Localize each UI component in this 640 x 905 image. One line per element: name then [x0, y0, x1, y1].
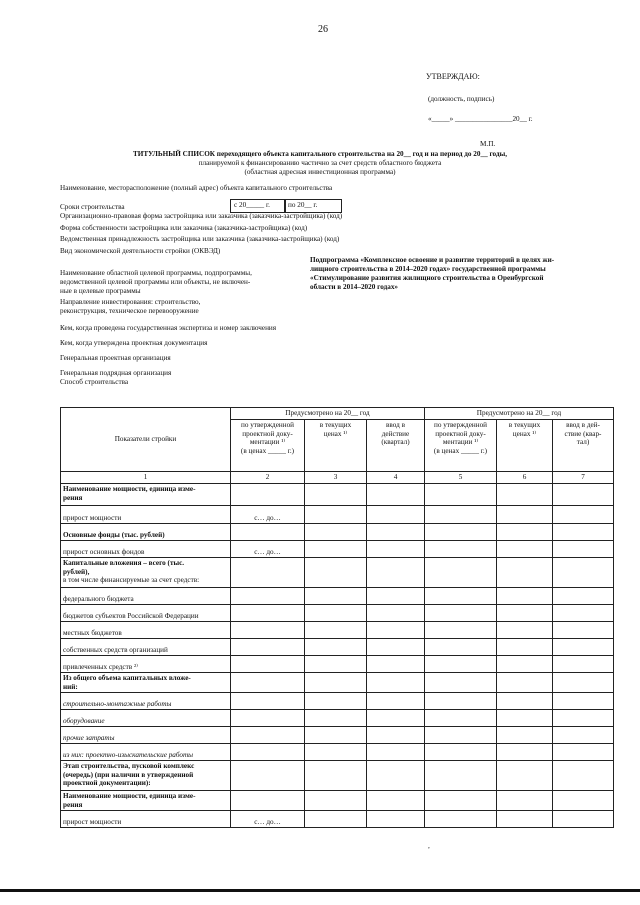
field-program-label-3: ные в целевые программы: [60, 287, 141, 295]
document-title: ТИТУЛЬНЫЙ СПИСОК переходящего объекта капитального строительства на 20__ год и на период до 20__ годы,: [133, 150, 507, 158]
range-cell: с… до…: [231, 506, 305, 524]
col-group-2: Предусмотрено на 20__ год: [425, 408, 614, 420]
field-investment-direction-2: реконструкция, техническое перевооружение: [60, 307, 199, 315]
program-value-1: Подпрограмма «Комплексное освоение и развитие территорий в целях жи-: [310, 256, 555, 264]
field-construction-period: Сроки строительства: [60, 203, 125, 211]
footer-mark: ,: [428, 842, 430, 850]
col-number: 4: [367, 472, 425, 484]
field-construction-method: Способ строительства: [60, 378, 129, 386]
field-dept-affiliation: Ведомственная принадлежность застройщика или заказчика (заказчика-застройщика) (код): [60, 235, 340, 243]
row-other-costs: прочие затраты: [61, 727, 231, 744]
field-general-contractor: Генеральная подрядная организация: [60, 369, 172, 377]
program-value-3: «Стимулирование развития жилищного строительства в Оренбургской: [310, 274, 544, 282]
row-fixed-assets: Основные фонды (тыс. рублей): [61, 524, 231, 541]
period-to-box: [284, 199, 342, 213]
col-number: 7: [553, 472, 614, 484]
approval-date-line: «_____» ________________20__ г.: [428, 115, 533, 123]
period-from: с 20_____ г.: [234, 201, 270, 209]
field-program-label-2: ведомственной целевой программы или объекты, не включен-: [60, 278, 251, 286]
row-subjects: бюджетов субъектов Российской Федерации: [61, 605, 231, 622]
row-capacity-name-2: Наименование мощности, единица изме- рения: [61, 791, 231, 811]
row-construction-works: строительно-монтажные работы: [61, 693, 231, 710]
row-survey-works: из них: проектно-изыскательские работы: [61, 744, 231, 761]
col-header-current-prices-2: в текущих ценах ¹⁾: [497, 420, 553, 472]
row-capacity-name: Наименование мощности, единица изме- рения: [61, 484, 231, 506]
col-header-indicators: Показатели стройки: [61, 408, 231, 472]
range-cell: с… до…: [231, 541, 305, 558]
field-approved-by: Кем, когда утверждена проектная документация: [60, 339, 208, 347]
range-cell: с… до…: [231, 811, 305, 828]
row-capacity-growth: прирост мощности: [61, 506, 231, 524]
row-own-funds: собственных средств организаций: [61, 639, 231, 656]
field-investment-direction-1: Направление инвестирования: строительство,: [60, 298, 201, 306]
program-value-2: лищного строительства в 2014–2020 годах» государственной программы: [310, 265, 546, 273]
period-to: по 20__ г.: [288, 201, 318, 209]
field-ownership-form: Форма собственности застройщика или заказчика (заказчика-застройщика) (код): [60, 224, 308, 232]
row-local: местных бюджетов: [61, 622, 231, 639]
col-header-approved-2: по утвержденной проектной доку- ментации ¹⁾ (в ценах _____ г.): [425, 420, 497, 472]
field-name-location: Наименование, месторасположение (полный адрес) объекта капитального строительства: [60, 184, 333, 192]
approval-position-line: (должность, подпись): [428, 95, 495, 103]
row-stage: Этап строительства, пусковой комплекс (очередь) (при наличии в утвержденной проектной документации):: [61, 761, 231, 791]
col-header-approved: по утвержденной проектной доку- ментации ¹⁾ (в ценах _____ г.): [231, 420, 305, 472]
bottom-rule: [0, 889, 640, 892]
indicators-table: [60, 407, 614, 828]
program-value-4: области в 2014–2020 годах»: [310, 283, 399, 291]
col-number: 1: [61, 472, 231, 484]
col-number: 3: [305, 472, 367, 484]
col-number: 6: [497, 472, 553, 484]
document-subtitle-note: (областная адресная инвестиционная программа): [244, 168, 396, 176]
row-federal: федерального бюджета: [61, 588, 231, 605]
col-group-1: Предусмотрено на 20__ год: [231, 408, 425, 420]
col-number: 5: [425, 472, 497, 484]
col-header-commissioning-2: ввод в дей- ствие (квар- тал): [553, 420, 614, 472]
field-expertise: Кем, когда проведена государственная экспертиза и номер заключения: [60, 324, 277, 332]
document-subtitle: планируемой к финансированию частично за счет средств областного бюджета: [198, 159, 442, 167]
page-number: 26: [318, 24, 328, 35]
col-header-current-prices: в текущих ценах ¹⁾: [305, 420, 367, 472]
row-capacity-growth-2: прирост мощности: [61, 811, 231, 828]
approval-title: УТВЕРЖДАЮ:: [426, 72, 480, 81]
row-equipment: оборудование: [61, 710, 231, 727]
col-number: 2: [231, 472, 305, 484]
row-fixed-assets-growth: прирост основных фондов: [61, 541, 231, 558]
stamp-place: М.П.: [480, 140, 496, 148]
field-general-design: Генеральная проектная организация: [60, 354, 171, 362]
field-okved: Вид экономической деятельности стройки (ОКВЭД): [60, 247, 221, 255]
row-attracted: привлеченных средств ²⁾: [61, 656, 231, 673]
row-of-total: Из общего объема капитальных вложе- ний:: [61, 673, 231, 693]
period-from-box: [230, 199, 286, 213]
field-program-label-1: Наименование областной целевой программы, подпрограммы,: [60, 269, 252, 277]
field-org-legal-form: Организационно-правовая форма застройщика или заказчика (заказчика-застройщика) (код): [60, 212, 343, 220]
row-capex: Капитальные вложения – всего (тыс. рублей), в том числе финансируемые за счет средств:: [61, 558, 231, 588]
col-header-commissioning: ввод в действие (квартал): [367, 420, 425, 472]
